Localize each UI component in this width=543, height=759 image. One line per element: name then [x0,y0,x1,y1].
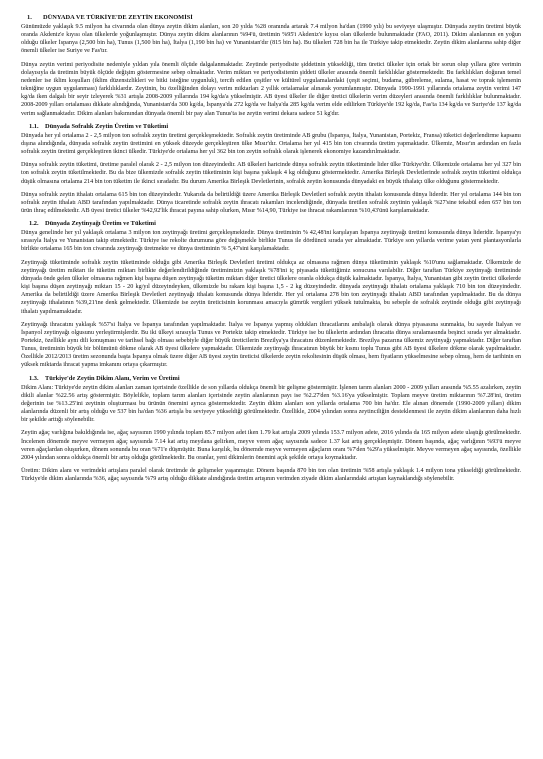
paragraph: Zeytinyağı tüketiminde sofralık zeytin tüketiminde olduğu gibi Amerika Birleşik Devletleri üretimi oldukça az olmasına rağmen dünya tüketiminin yaklaşık %10'unu sağlamaktadır. Ülkemizde de zeytinyağı üretim miktarı ile tüketim miktarı birlikte değerlendirildiğinde üretimimizin yaklaşık %78'ini iç piyasada tükettiğimiz sonucuna varılabilir. Diğer taraftan Türkiye zeytinyağı üretiminde dünyada önde gelen ülkeler olmasına rağmen kişi başına düşen zeytinyağı tüketim miktarı diğer üretici ülkelere oranla oldukça düşük kalmaktadır. İspanya, İtalya, Yunanistan gibi zeytin üretici ülkelerde kişi başına düşen zeytinyağı miktarı 15 - 20 kg/yıl düzeyindeyken, ülkemizde bu rakam kişi başına 1,5 - 2 kg düzeyindedir. dünyada zeytinyağı ithalatı ortalama yaklaşık 710 bin ton düzeyindedir. Amerika da belirtildiği üzere Amerika Birleşik Devletleri zeytinyağı ithalatı konusunda dünya lideridir. Her yıl ortalama 278 bin ton zeytinyağı ithalatı ABD tarafından yapılmaktadır. Bu da dünya zeytinyağı ithalatının %39,21'ine denk gelmektedir. Ülkemizde ise zeytin üreticisinin korunması amacıyla gümrük vergileri yüksek tutulmakta, bu sebeple de sofralık zeytinde olduğu gibi zeytinyağı ithalatı yapılmamaktadır. [21,259,521,315]
section-number: 1.2. [29,220,39,228]
paragraph: Dünya sofralık zeytin ithalatı ortalama 615 bin ton düzeyindedir. Yukarıda da belirtildiği üzere Amerika Birleşik Devletleri sofralık zeytin ithalatı konusunda dünya liderdir. Her yıl ortalama 144 bin ton sofralık zeytin ithalatı ABD tarafından yapılmaktadır. Dünya ticaretinde sofralık zeytin ihracatı rakamları incelendiğinde, dünyada üretilen sofralık zeytinin yaklaşık %27'sine tekabül eden 657 bin ton ürün ihraç edilmektedir. AB üyesi üretici ülkeler %42,92'lik ihracat payına sahip olurken, Mısır %14,90, Türkiye ise ihracat rakamlarının %10,43'ünü karşılamaktadır. [21,191,521,214]
section-heading-1-1 [29,123,521,131]
section-heading-1-2 [29,220,521,228]
paragraph: Günümüzde yaklaşık 9.5 milyon ha civarında olan dünya zeytin dikim alanları, son 20 yılda %28 oranında artarak 7.4 milyon ha'dan (1990 yılı) bu seviyeye ulaşmıştır. Dünyada zeytin üretimi büyük oranda Akdeniz'e kıyısı olan ülkelerde yoğunlaşmıştır. Dünya zeytin dikim alanlarının %94'ü, üretimin %95'i Akdeniz'e kıyısı olan ülkelerde bulunmaktadır (FAO, 2011). Dikim alanlarının en yoğun olduğu ülkeler İspanya (2,500 bin ha), Tunus (1,500 bin ha), İtalya (1,190 bin ha) ve Yunanistan'dır (815 bin ha). Bu ülkeleri 728 bin ha ile Türkiye takip etmektedir. Zeytin dikim alanlarına sahip diğer önemli ülkeler ise Suriye ve Fas'tır. [21,24,521,55]
section-heading-1-3 [29,375,521,383]
paragraph: Dünya sofralık zeytin tüketimi, üretime paralel olarak 2 - 2,5 milyon ton düzeyindedir. AB ülkeleri haricinde dünya sofralık zeytin tüketiminde lider ülke Türkiye'dir. Ülkemizde ortalama her yıl 327 bin ton sofralık zeytin tüketilmektedir. Bu da bize ülkemizde sofralık zeytin tüketiminin kişi başına yaklaşık 4 kg olduğunu göstermektedir. Amerika Birleşik Devletlerinde sofralık zeytin tüketimi oldukça düşük olmasına ortalama 214 bin ton tüketim ile ikinci sıradadır. Bu durum Amerika Birleşik Devletlerinin, sofralık zeytin konusunda dünyadaki en büyük ithalatçı ülke olduğunu göstermektedir. [21,162,521,185]
section-number: 1.3. [29,374,39,382]
section-title: Dünyada Sofralık Zeytin Üretim ve Tüketimi [45,122,169,130]
document-page [21,14,521,754]
paragraph: Dünya genelinde her yıl yaklaşık ortalama 3 milyon ton zeytinyağı üretimi gerçekleşmektedir. Dünya üretiminin % 42,48'ini karşılayan İspanya zeytinyağı üretimi konusunda dünya lideridir. İspanya'yı sırasıyla İtalya ve Yunanistan takip etmektedir. Türkiye ise rekolte durumuna göre değişmekle birlikte Tunus ile dördüncü sırada yer almaktadır. Türkiye son yıllarda verime yatan yeni plantasyonlarla birlikte ortalama 165 bin ton civarında zeytinyağı üretmekte ve dünya üretiminin % 5,47'sini karşılamaktadır. [21,230,521,253]
section-title: Türkiye'de Zeytin Dikim Alanı, Verim ve Üretimi [45,374,180,382]
section-title: Dünyada Zeytinyağı Üretim ve Tüketimi [45,220,156,228]
paragraph: Üretim: Dikim alanı ve verimdeki artışlara paralel olarak üretimde de gelişmeler yaşanmıştır. Dönem başında 870 bin ton olan üretimin %58 artışla yaklaşık 1.4 milyon tona yükseldiği görülmektedir. Türkiye'de dikim alanlarında %36, ağaç sayısında %79 artış olduğu dikkate alındığında üretim artışının verimden ziyade dikim alanlarındaki artıştan kaynaklandığı söylenebilir. [21,468,521,483]
section-number: 1. [27,14,32,21]
paragraph: Dünya zeytin verimi periyodisite nedeniyle yıldan yıla önemli ölçüde dalgalanmaktadır. Zeytinde periyodisite şiddetinin yüksekliği, tüm üretici ülkeler için ortak bir sorun olup yıllara göre verimin dolayısıyla da üretimin büyük ölçüde değişim göstermesine sebep olmaktadır. Verim miktarı ve periyodisitenin şiddeti ülkeler arasında önemli farklılıklar göstermektedir. Bu farklılıkları doğuran temel nedenler ise iklim koşulları (iklim düzensizlikleri ve bitki isteğine uygunluk), tercih edilen çeşitler ve kültürel uygulamalardaki (çeşit seçimi, budama, gübreleme, sulama, hasat ve toprak işlemenin tekniğine uygun uygulanması) farklılıklardır. Zeytinin, bu özelliğinden dolayı verim miktarları 2 yıllık ortalamalar alınarak yorumlanmıştır. Dünyada 1990-1991 yıllarında ortalama zeytin verimi 147 kg/da iken dalgalı bir seyir izleyerek %31 artışla 2008-2009 yıllarında 194 kg/da'a yükselmiştir. AB üyesi ülkeler ile diğer üretici ülkelerin verim düzeyleri arasında önemli farklılıklar bulunmaktadır. 2008-2009 yılları ortalaması dikkate alındığında, Yunanistan'da 300 kg/da, İspanya'da 272 kg/da ve İtalya'da 285 kg/da verim elde edilirken Türkiye'de 192 kg/da, Fas'ta 134 kg/da ve Suriye'de 137 kg/da verim sağlanmaktadır. Dikim alanları bakımından dünyada önemli bir pay alan Tunus'ta ise zeytin verimi dekara sadece 51 kg'dır. [21,61,521,117]
paragraph: Dünyada her yıl ortalama 2 - 2,5 milyon ton sofralık zeytin üretimi gerçekleşmektedir. Sofralık zeytin üretiminde AB grubu (İspanya, İtalya, Yunanistan, Portekiz, Fransa) tüketici değerlendirme kapsamı dışına alındığında, dünyada sofralık zeytin üretimini en yüksek düzeyde gerçekleştiren ülke Mısır'dır. Ortalama her yıl 415 bin ton civarında üretim yapmaktadır. Ülkemiz, Mısır'ın ardından en fazla sofralık zeytin üretimi gerçekleştiren ikinci ülkedir. Türkiye'de ortalama her yıl 362 bin ton zeytin sofralık olarak işlenerek ekonomiye kazandırılmaktadır. [21,132,521,156]
paragraph: Zeytinyağı ihracatını yaklaşık %57'si İtalya ve İspanya tarafından yapılmaktadır. İtalya ve İspanya yapmış oldukları ihracatlarını ambalajlı olarak dünya piyasasına sunmakta, bu sayede İtalyan ve İspanyol zeytinyağı olgusunu yerleştirmişlerdir. Bu iki ülkeyi sırasıyla Tunus ve Portekiz takip etmektedir. Türkiye ise bu ülkelerin ardından ihracatta dünya sıralamasında beşinci sırada yer almaktadır. Portekiz, özellikle aynı dili konuşması ve tarihsel bağı olması sebebiyle diğer büyük üreticilerin Brezilya'ya ihracatını düzenlemektedir. Brezilya pazarına ülkemiz zeytinyağı yapmaktadır. Diğer taraftan Tunus, üretiminin büyük bir bölümünü dökme olarak AB üyesi ülkelere yapmaktadır. Ülkemizde zeytinyağı ihracatının büyük bir kısmı toplu Tunus gibi AB üyesi ülkelere dökme olarak yapılmaktadır. Özellikle 2012/2013 üretim sezonunda başta İspanya olmak üzere diğer AB üyesi zeytin üreticisi ülkelerde zeytin rekoltesinin düşük olması, hem fiyatların yükselmesine sebep olmuş, hem de tarihinin en yüksek miktarda ihracat yapma imkanını ortaya çıkarmıştır. [21,321,521,369]
section-number: 1.1. [29,122,39,130]
section-heading-1 [27,14,521,22]
paragraph: Dikim Alanı: Türkiye'de zeytin dikim alanları zaman içerisinde özellikle de son yıllarda oldukça önemli bir gelişme göstermiştir. İşlenen tarım alanları 2000 - 2009 yılları arasında %5.55 azalırken, zeytin dikili alanlar %22.56 artış göstermiştir. Böylelikle, toplam tarım alanları içerisinde zeytin alanlarının payı ise %2.27'den %3.16'ya yükselmiştir. Toplam meyve üretim miktarının %7.28'ini, üretim değerinin ise %13.25'ini zeytinin oluşturması bu ürünün önemini ayrıca göstermektedir. Zeytin dikim alanları son yıllarda ortalama 700 bin ha'dır. Ele alınan dönemde (1990-2009 yılları) dikim alanlarında düzenli bir artış olduğu ve 537 bin ha'dan %36 artışla bu seviyeye yükseldiği görülmektedir. Özellikle, 2004 yılından sonra zeytinciliğin desteklenmesi ile zeytin dikim alanlarının daha hızlı bir şekilde arttığı söylenebilir. [21,384,521,424]
section-title: DÜNYADA VE TÜRKİYE'DE ZEYTİN EKONOMİSİ [43,14,193,21]
paragraph: Zeytin ağaç varlığına bakıldığında ise, ağaç sayısının 1990 yılında toplam 85.7 milyon adet iken 1.79 kat artışla 2009 yılında 153.7 milyon adete, 2016 yılında da 165 milyon adete ulaştığı görülmektedir. İncelenen dönemde meyve vermeyen ağaç sayısında 7.14 kat artış meydana gelirken, meyve veren ağaç sayısında sadece 1.37 kat artış gerçekleşmiştir. Dönem başında, ağaç varlığının %93'ü meyve veren ağaçlardan oluşurken, dönem sonunda bu oran %71'e düşmüştür. Buna karşılık, bu dönemde meyve vermeyen ağaçların oranı %7'den %29'a yükselmiştir. Meyve vermeyen ağaç sayısında, özellikle 2004 yılından sonra oldukça önemli bir artış olduğu görülmektedir. Bu oranlar, yeni dikimlerin önemini açık şekilde ortaya koymaktadır. [21,430,521,461]
